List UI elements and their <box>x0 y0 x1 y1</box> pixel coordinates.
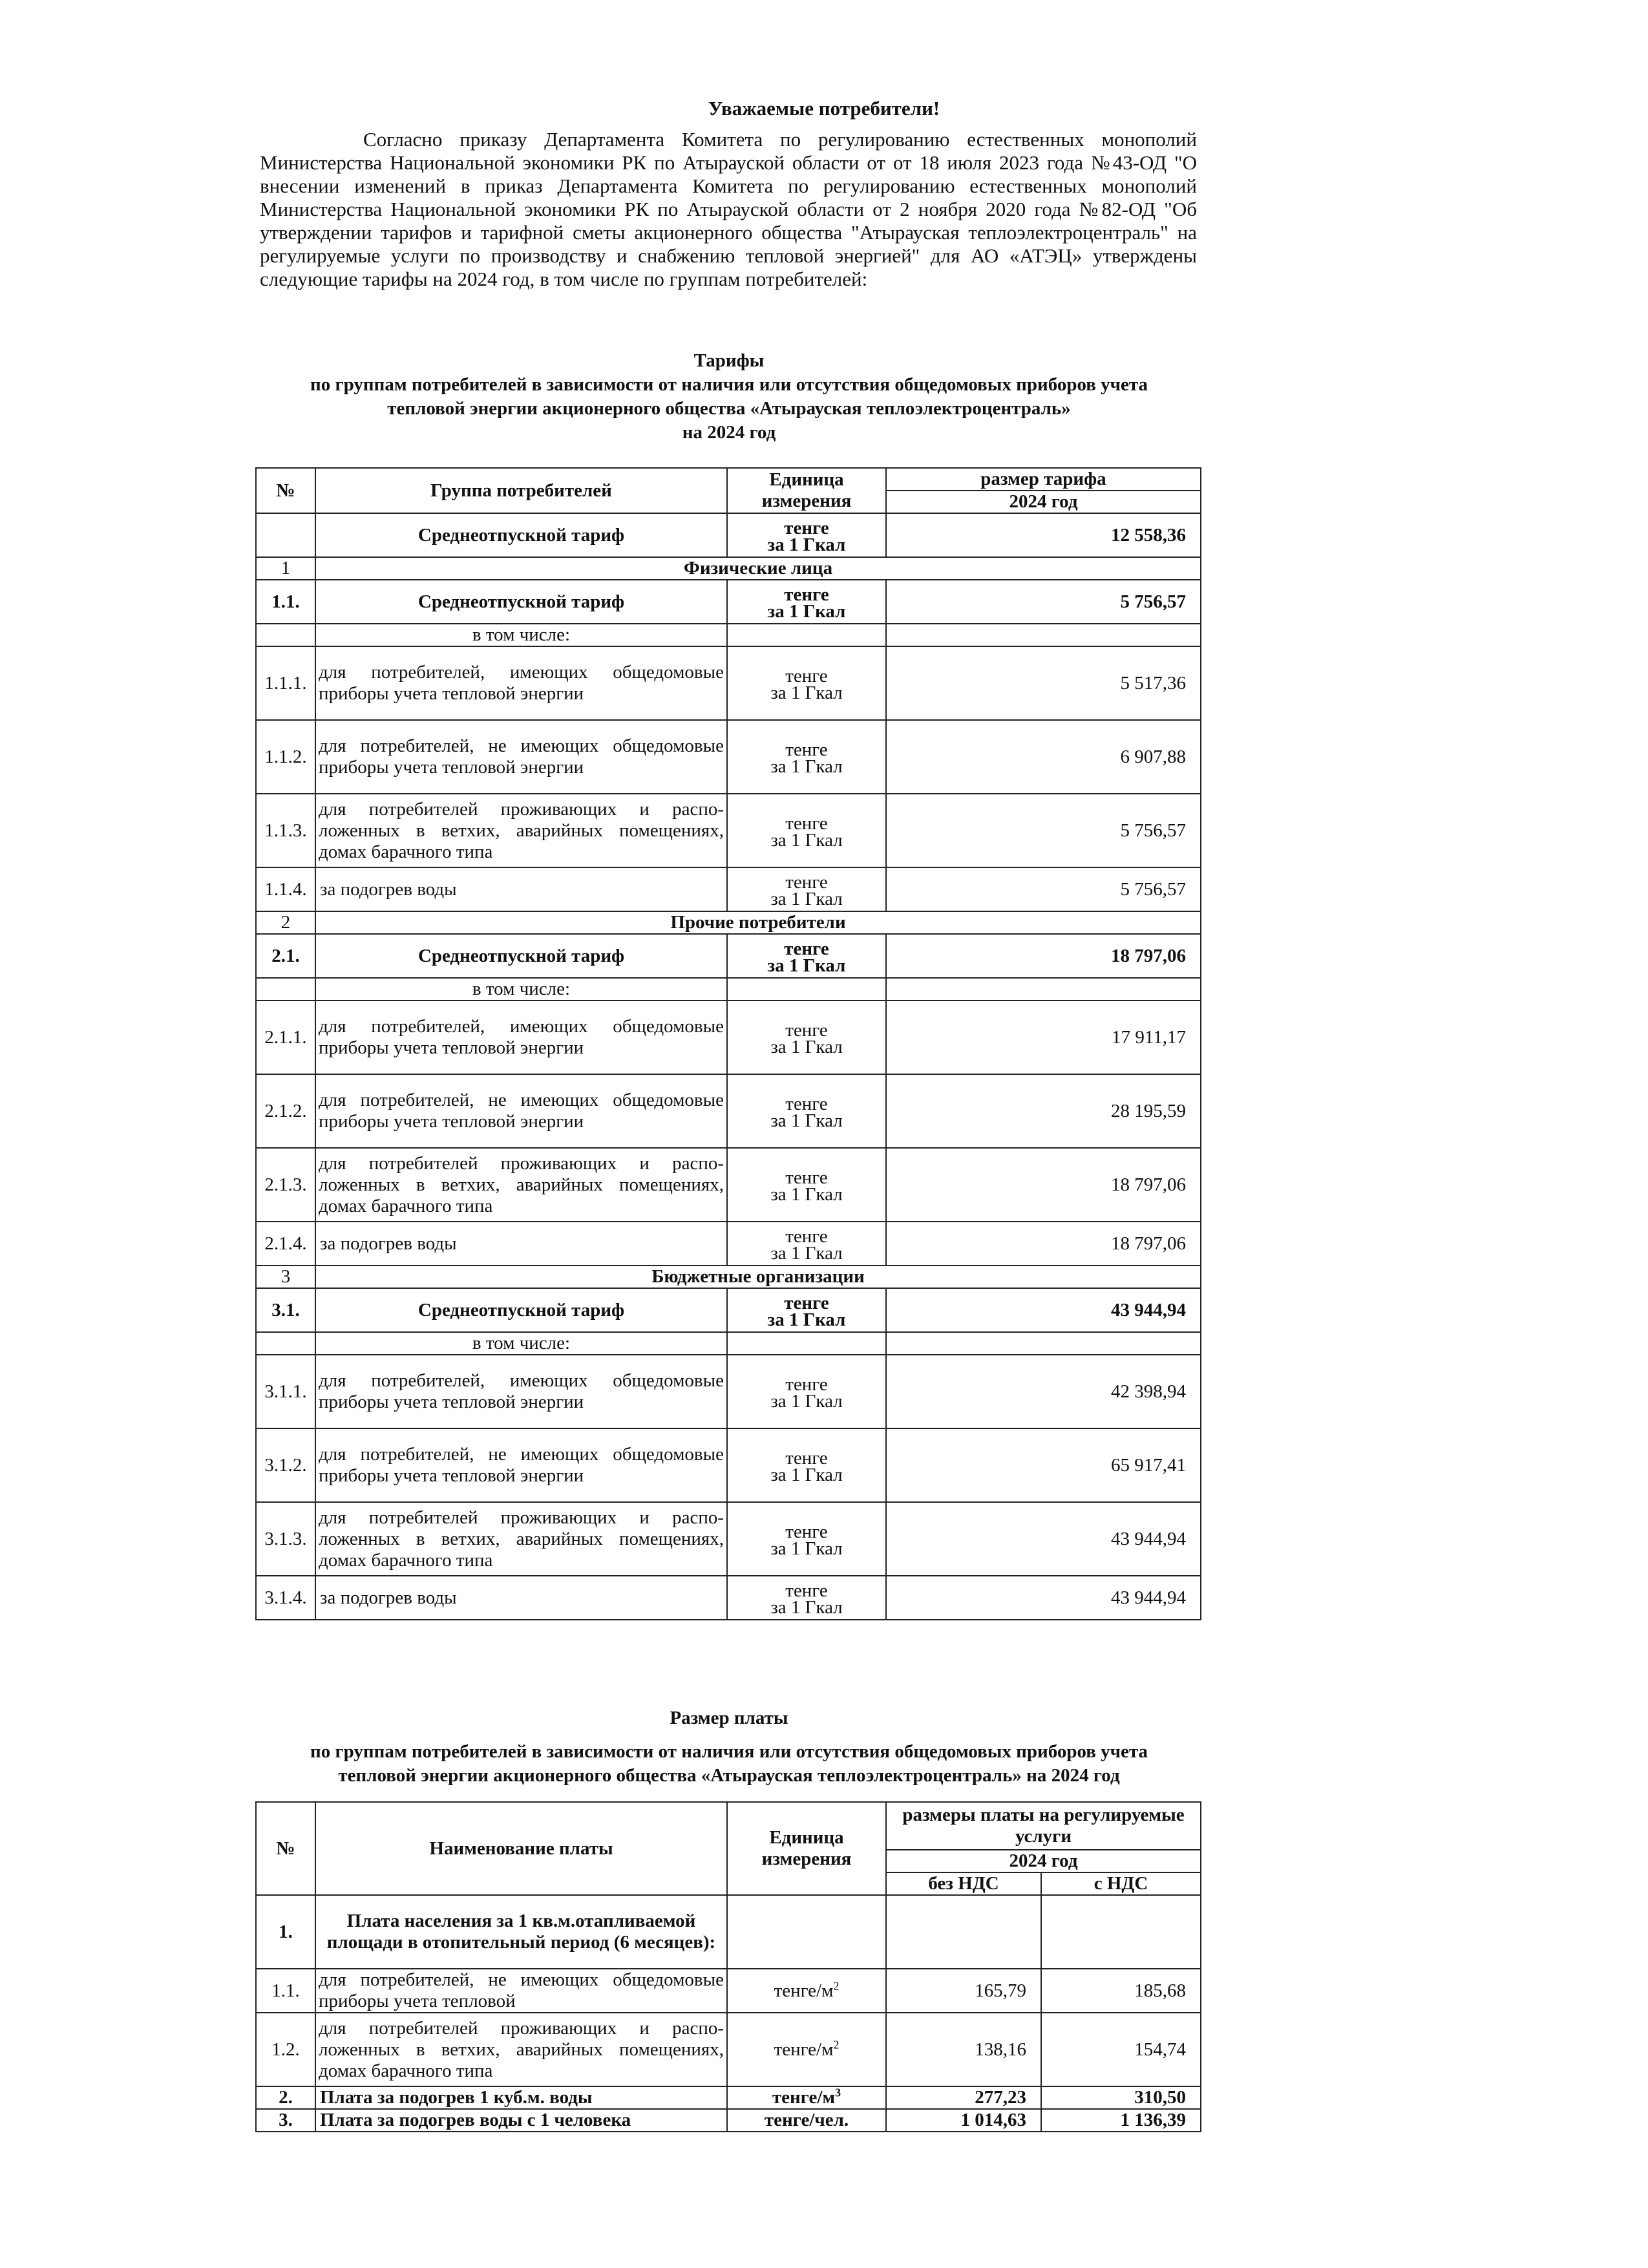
row-num: 2. <box>256 2086 315 2109</box>
header-name: Наименование платы <box>315 1802 727 1895</box>
table-row <box>256 1802 1201 1850</box>
num-cell <box>256 1332 315 1355</box>
consumer-group-label: для потребителей проживающих и распо-ложенных в ветхих, аварийных помещениях, домах барачного типа <box>315 1502 727 1576</box>
tariffs-heading <box>259 349 1199 445</box>
tariff-value: 5 756,57 <box>886 794 1201 867</box>
consumer-group-label: для потребителей, не имеющих общедомовые приборы учета тепловой энергии <box>315 1074 727 1148</box>
num-cell <box>256 513 315 557</box>
table-row <box>256 1222 1201 1266</box>
fee-unit <box>727 1895 886 1969</box>
table-row <box>256 1332 1201 1355</box>
including-label: в том числе: <box>315 624 727 646</box>
unit-cell <box>727 1428 886 1502</box>
fee-name: для потребителей проживающих и распо-ложенных в ветхих, аварийных помещениях, домах барачного типа <box>315 2013 727 2086</box>
tariffs-table <box>255 467 1201 1620</box>
row-num: 3.1. <box>256 1288 315 1332</box>
table-row <box>256 557 1201 580</box>
fee-unit <box>727 2013 886 2086</box>
unit-bottom: за 1 Гкал <box>770 829 843 851</box>
table-row <box>256 794 1201 867</box>
header-vat: с НДС <box>1041 1872 1201 1895</box>
tariffs-title: Тарифы <box>693 350 765 371</box>
unit-top: тенге <box>785 739 828 760</box>
overall-avg-value: 12 558,36 <box>886 513 1201 557</box>
fee-no-vat: 165,79 <box>886 1969 1041 2013</box>
fee-name: Плата за подогрев 1 куб.м. воды <box>315 2086 727 2109</box>
tariff-value: 18 797,06 <box>886 1222 1201 1266</box>
fees-subtitle: по группам потребителей в зависимости от наличия или отсутствия общедомовых приборов учета <box>310 1741 1148 1762</box>
header-num: № <box>256 1802 315 1895</box>
fee-no-vat: 1 014,63 <box>886 2109 1041 2132</box>
tariffs-subtitle: на 2024 год <box>682 422 776 443</box>
fees-table <box>255 1801 1201 2132</box>
table-row <box>256 1969 1201 2013</box>
consumer-group-label: за подогрев воды <box>315 1222 727 1266</box>
group-name: Бюджетные организации <box>315 1266 1201 1288</box>
unit-top: тенге <box>785 1093 828 1114</box>
unit-bottom: за 1 Гкал <box>770 1183 843 1205</box>
table-row <box>256 1502 1201 1576</box>
unit-top: тенге <box>785 1521 828 1542</box>
unit-bottom: за 1 Гкал <box>770 756 843 777</box>
tariff-value: 43 944,94 <box>886 1576 1201 1620</box>
table-row <box>256 580 1201 624</box>
consumer-group-label: для потребителей, имеющих общедомовые приборы учета тепловой энергии <box>315 1355 727 1428</box>
unit-bottom: за 1 Гкал <box>770 1464 843 1485</box>
unit-top: тенге <box>785 871 828 893</box>
row-num: 1.1.1. <box>256 646 315 720</box>
unit-bottom: за 1 Гкал <box>770 1036 843 1057</box>
unit-bottom: за 1 Гкал <box>767 600 846 622</box>
unit-bottom: за 1 Гкал <box>770 1390 843 1412</box>
unit-cell <box>727 867 886 911</box>
unit-bottom: за 1 Гкал <box>767 1309 846 1330</box>
tariff-value: 42 398,94 <box>886 1355 1201 1428</box>
value-cell <box>886 624 1201 646</box>
table-row <box>256 1428 1201 1502</box>
num-cell <box>256 624 315 646</box>
unit-top: тенге <box>785 1167 828 1188</box>
header-rate: размер тарифа <box>886 468 1201 491</box>
unit-cell <box>727 934 886 978</box>
unit-cell <box>727 794 886 867</box>
row-num: 1.2. <box>256 2013 315 2086</box>
row-num: 2.1.1. <box>256 1001 315 1074</box>
fee-vat: 185,68 <box>1041 1969 1201 2013</box>
table-row <box>256 934 1201 978</box>
unit-cell <box>727 720 886 794</box>
unit-cell <box>727 1074 886 1148</box>
avg-tariff-label: Среднеотпускной тариф <box>315 580 727 624</box>
header-unit: Единица измерения <box>727 1802 886 1895</box>
unit-top: тенге <box>784 938 829 959</box>
row-num: 1.1. <box>256 1969 315 2013</box>
fee-no-vat: 277,23 <box>886 2086 1041 2109</box>
num-cell <box>256 978 315 1001</box>
consumer-group-label: за подогрев воды <box>315 867 727 911</box>
avg-tariff-value: 5 756,57 <box>886 580 1201 624</box>
table-row <box>256 2109 1201 2132</box>
row-num: 1. <box>256 1895 315 1969</box>
header-unit: Единица измерения <box>727 468 886 513</box>
unit-cell <box>727 1332 886 1355</box>
consumer-group-label: для потребителей проживающих и распо-ложенных в ветхих, аварийных помещениях, домах барачного типа <box>315 794 727 867</box>
consumer-group-label: за подогрев воды <box>315 1576 727 1620</box>
unit-cell <box>727 1288 886 1332</box>
tariff-value: 5 517,36 <box>886 646 1201 720</box>
row-num: 3.1.4. <box>256 1576 315 1620</box>
fee-unit-exponent: 3 <box>835 2086 841 2099</box>
group-name: Физические лица <box>315 557 1201 580</box>
table-row <box>256 1576 1201 1620</box>
avg-tariff-label: Среднеотпускной тариф <box>315 934 727 978</box>
unit-cell <box>727 513 886 557</box>
fee-no-vat <box>886 1895 1041 1969</box>
fee-vat <box>1041 1895 1201 1969</box>
unit-bottom: за 1 Гкал <box>767 955 846 976</box>
consumer-group-label: для потребителей, имеющих общедомовые приборы учета тепловой энергии <box>315 646 727 720</box>
unit-top: тенге <box>785 665 828 686</box>
fee-unit-text: тенге/м <box>772 2087 836 2108</box>
fee-name: для потребителей, не имеющих общедомовые приборы учета тепловой <box>315 1969 727 2013</box>
fee-unit-exponent: 2 <box>833 2037 840 2051</box>
row-num: 2.1.2. <box>256 1074 315 1148</box>
table-row <box>256 2086 1201 2109</box>
fee-vat: 154,74 <box>1041 2013 1201 2086</box>
unit-bottom: за 1 Гкал <box>770 1110 843 1131</box>
header-size: размеры платы на регулируемые услуги <box>886 1802 1201 1850</box>
fee-unit-text: тенге/м <box>774 2039 834 2060</box>
unit-cell <box>727 580 886 624</box>
unit-cell <box>727 624 886 646</box>
avg-tariff-value: 18 797,06 <box>886 934 1201 978</box>
unit-cell <box>727 1576 886 1620</box>
tariff-value: 18 797,06 <box>886 1148 1201 1222</box>
consumer-group-label: для потребителей, не имеющих общедомовые приборы учета тепловой энергии <box>315 720 727 794</box>
row-num: 2.1.3. <box>256 1148 315 1222</box>
fee-name: Плата населения за 1 кв.м.отапливаемой площади в отопительный период (6 месяцев): <box>315 1895 727 1969</box>
intro-paragraph: Согласно приказу Департамента Комитета по регулированию естественных монополий Министерства Национальной экономики РК по Атырауской области от от 18 июля 2023 года №43-ОД "О внесении изменений в приказ Департамента Комитета по регулированию естественных монополий Министерства Национальной экономики РК по Атырауской области от 2 ноября 2020 года №82-ОД "Об утверждении тарифов и тарифной сметы акционерного общества "Атырауская теплоэлектроцентраль" на регулируемые услуги по производству и снабжению тепловой энергией" для АО «АТЭЦ» утверждены следующие тарифы на 2024 год, в том числе по группам потребителей: <box>260 128 1197 290</box>
fees-heading <box>259 1706 1199 1788</box>
tariffs-subtitle: тепловой энергии акционерного общества «Атырауская теплоэлектроцентраль» <box>387 398 1071 419</box>
unit-cell <box>727 646 886 720</box>
including-label: в том числе: <box>315 1332 727 1355</box>
header-no-vat: без НДС <box>886 1872 1041 1895</box>
tariffs-subtitle: по группам потребителей в зависимости от наличия или отсутствия общедомовых приборов учета <box>310 374 1148 395</box>
group-num: 1 <box>256 557 315 580</box>
table-row <box>256 1001 1201 1074</box>
table-row <box>256 646 1201 720</box>
row-num: 3.1.2. <box>256 1428 315 1502</box>
unit-cell <box>727 978 886 1001</box>
table-row <box>256 2013 1201 2086</box>
row-num: 1.1. <box>256 580 315 624</box>
unit-bottom: за 1 Гкал <box>770 1538 843 1559</box>
fee-no-vat: 138,16 <box>886 2013 1041 2086</box>
tariff-value: 6 907,88 <box>886 720 1201 794</box>
unit-top: тенге <box>785 1225 828 1247</box>
fees-subtitle: тепловой энергии акционерного общества «Атырауская теплоэлектроцентраль» на 2024 год <box>338 1765 1120 1786</box>
row-num: 2.1.4. <box>256 1222 315 1266</box>
group-num: 3 <box>256 1266 315 1288</box>
table-row <box>256 720 1201 794</box>
value-cell <box>886 1332 1201 1355</box>
header-year: 2024 год <box>886 491 1201 513</box>
group-num: 2 <box>256 911 315 934</box>
tariff-value: 5 756,57 <box>886 867 1201 911</box>
including-label: в том числе: <box>315 978 727 1001</box>
fee-unit <box>727 1969 886 2013</box>
tariff-value: 17 911,17 <box>886 1001 1201 1074</box>
row-num: 3. <box>256 2109 315 2132</box>
consumer-group-label: для потребителей, имеющих общедомовые приборы учета тепловой энергии <box>315 1001 727 1074</box>
unit-bottom: за 1 Гкал <box>770 1242 843 1264</box>
unit-top: тенге <box>785 1019 828 1041</box>
value-cell <box>886 978 1201 1001</box>
unit-top: тенге <box>784 584 829 605</box>
unit-top: тенге <box>785 1447 828 1468</box>
row-num: 3.1.1. <box>256 1355 315 1428</box>
fee-vat: 310,50 <box>1041 2086 1201 2109</box>
row-num: 1.1.4. <box>256 867 315 911</box>
fees-title: Размер платы <box>670 1708 788 1728</box>
table-row <box>256 978 1201 1001</box>
avg-tariff-label: Среднеотпускной тариф <box>315 513 727 557</box>
table-row <box>256 1266 1201 1288</box>
row-num: 3.1.3. <box>256 1502 315 1576</box>
unit-top: тенге <box>784 1292 829 1313</box>
header-year: 2024 год <box>886 1850 1201 1872</box>
header-num: № <box>256 468 315 513</box>
tariff-value: 28 195,59 <box>886 1074 1201 1148</box>
consumer-group-label: для потребителей проживающих и распо-ложенных в ветхих, аварийных помещениях, домах барачного типа <box>315 1148 727 1222</box>
fee-unit-exponent: 2 <box>833 1978 840 1992</box>
table-row <box>256 1355 1201 1428</box>
tariff-value: 43 944,94 <box>886 1502 1201 1576</box>
consumer-group-label: для потребителей, не имеющих общедомовые приборы учета тепловой энергии <box>315 1428 727 1502</box>
header-group: Группа потребителей <box>315 468 727 513</box>
row-num: 1.1.3. <box>256 794 315 867</box>
unit-bottom: за 1 Гкал <box>770 888 843 909</box>
table-row <box>256 867 1201 911</box>
fee-unit <box>727 2109 886 2132</box>
fee-unit <box>727 2086 886 2109</box>
unit-cell <box>727 1355 886 1428</box>
table-row <box>256 624 1201 646</box>
unit-cell <box>727 1502 886 1576</box>
table-row <box>256 1288 1201 1332</box>
unit-cell <box>727 1001 886 1074</box>
fee-vat: 1 136,39 <box>1041 2109 1201 2132</box>
unit-bottom: за 1 Гкал <box>770 1596 843 1618</box>
unit-cell <box>727 1148 886 1222</box>
avg-tariff-value: 43 944,94 <box>886 1288 1201 1332</box>
table-row <box>256 911 1201 934</box>
unit-top: тенге <box>785 812 828 834</box>
unit-top: тенге <box>785 1373 828 1395</box>
group-name: Прочие потребители <box>315 911 1201 934</box>
table-row <box>256 468 1201 491</box>
table-row <box>256 1074 1201 1148</box>
table-row <box>256 1895 1201 1969</box>
unit-bottom: за 1 Гкал <box>767 534 846 555</box>
table-row <box>256 1148 1201 1222</box>
fee-name: Плата за подогрев воды с 1 человека <box>315 2109 727 2132</box>
tariff-value: 65 917,41 <box>886 1428 1201 1502</box>
row-num: 2.1. <box>256 934 315 978</box>
fee-unit-text: тенге/м <box>774 1980 834 2001</box>
unit-bottom: за 1 Гкал <box>770 682 843 703</box>
greeting: Уважаемые потребители! <box>708 97 940 120</box>
fee-unit-text: тенге/чел. <box>764 2110 849 2130</box>
unit-top: тенге <box>784 517 829 538</box>
table-row <box>256 513 1201 557</box>
avg-tariff-label: Среднеотпускной тариф <box>315 1288 727 1332</box>
unit-top: тенге <box>785 1580 828 1601</box>
unit-cell <box>727 1222 886 1266</box>
row-num: 1.1.2. <box>256 720 315 794</box>
